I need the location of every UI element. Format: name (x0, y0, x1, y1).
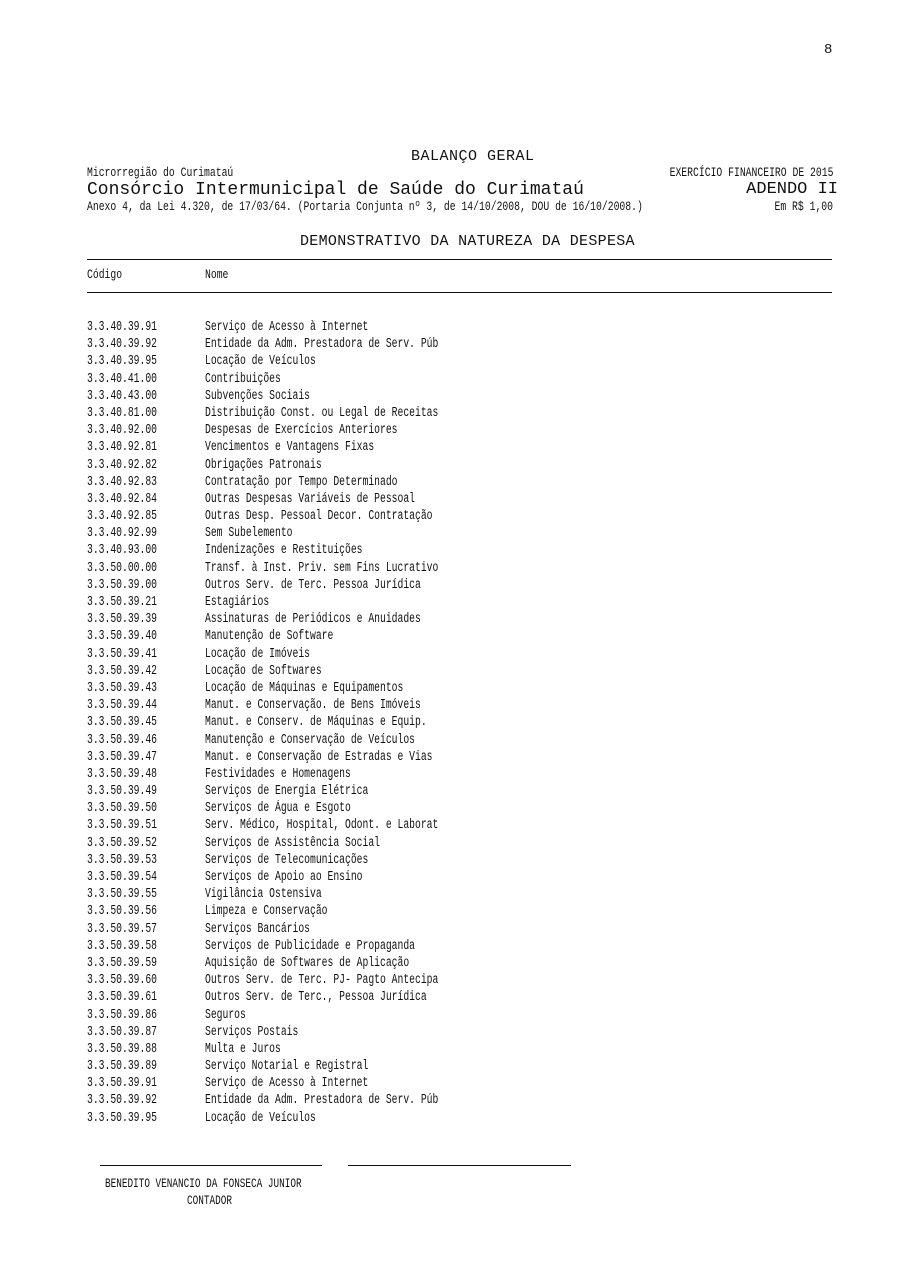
table-row (87, 852, 787, 869)
row-name: Serviço Notarial e Registral (205, 1059, 369, 1075)
row-code: 3.3.50.39.21 (87, 595, 157, 610)
table-row (87, 353, 787, 370)
row-name: Contribuições (205, 371, 281, 387)
table-row (87, 628, 787, 645)
table-row (87, 646, 787, 663)
table-row (87, 800, 787, 817)
row-name: Aquisição de Softwares de Aplicação (205, 955, 410, 971)
row-code: 3.3.50.39.53 (87, 852, 157, 868)
row-name: Serviços de Água e Esgoto (205, 801, 351, 817)
row-name: Serviços de Publicidade e Propaganda (205, 938, 415, 954)
report-main-title: BALANÇO GERAL (411, 148, 535, 165)
row-code: 3.3.50.39.48 (87, 766, 157, 782)
row-code: 3.3.40.43.00 (87, 388, 157, 404)
row-name: Limpeza e Conservação (205, 904, 328, 920)
row-code: 3.3.50.39.61 (87, 990, 157, 1006)
table-row (87, 611, 787, 628)
row-code: 3.3.50.39.54 (87, 870, 157, 885)
signature-line-left (100, 1165, 322, 1166)
table-row (87, 1024, 787, 1041)
row-code: 3.3.50.39.46 (87, 732, 157, 748)
row-name: Festividades e Homenagens (205, 766, 351, 782)
row-code: 3.3.50.39.91 (87, 1076, 157, 1092)
table-row (87, 1110, 787, 1127)
row-code: 3.3.40.92.85 (87, 509, 157, 525)
row-code: 3.3.50.39.57 (87, 921, 157, 937)
row-name: Distribuição Const. ou Legal de Receitas (205, 405, 439, 421)
row-name: Manutenção de Software (205, 629, 334, 645)
region-label: Microrregião do Curimataú (87, 165, 234, 180)
row-name: Manut. e Conservação. de Bens Imóveis (205, 698, 421, 714)
row-code: 3.3.50.39.41 (87, 646, 157, 662)
signature-line-right (348, 1165, 571, 1166)
table-row (87, 663, 787, 680)
row-name: Locação de Veículos (205, 354, 316, 370)
row-name: Manut. e Conservação de Estradas e Vias (205, 749, 433, 765)
row-code: 3.3.40.92.99 (87, 526, 157, 542)
table-row (87, 749, 787, 766)
table-row (87, 1007, 787, 1024)
row-code: 3.3.50.39.88 (87, 1041, 157, 1057)
row-code: 3.3.50.39.44 (87, 698, 157, 714)
row-code: 3.3.50.39.42 (87, 663, 157, 679)
row-name: Sem Subelemento (205, 526, 293, 542)
row-code: 3.3.50.39.95 (87, 1110, 157, 1126)
table-row (87, 422, 787, 439)
table-row (87, 989, 787, 1006)
row-name: Entidade da Adm. Prestadora de Serv. Púb (205, 337, 439, 353)
row-name: Obrigações Patronais (205, 457, 322, 473)
table-row (87, 542, 787, 559)
row-name: Manut. e Conserv. de Máquinas e Equip. (205, 715, 427, 731)
row-code: 3.3.50.39.92 (87, 1093, 157, 1109)
row-code: 3.3.40.92.83 (87, 474, 157, 490)
table-row (87, 1092, 787, 1109)
row-name: Serviços Bancários (205, 921, 310, 937)
currency-unit: Em R$ 1,00 (774, 199, 833, 214)
table-row (87, 371, 787, 388)
row-code: 3.3.50.39.45 (87, 715, 157, 731)
table-row (87, 714, 787, 731)
row-name: Entidade da Adm. Prestadora de Serv. Púb (205, 1093, 439, 1109)
row-name: Seguros (205, 1007, 246, 1023)
row-code: 3.3.40.92.84 (87, 491, 157, 507)
row-code: 3.3.40.92.82 (87, 457, 157, 473)
row-name: Locação de Máquinas e Equipamentos (205, 680, 404, 696)
header-bottom-rule (87, 292, 832, 293)
row-name: Serviços de Energia Elétrica (205, 784, 369, 800)
table-row (87, 921, 787, 938)
signer-name: BENEDITO VENANCIO DA FONSECA JUNIOR (105, 1176, 302, 1191)
legal-reference: Anexo 4, da Lei 4.320, de 17/03/64. (Portaria Conjunta nº 3, de 14/10/2008, DOU de 16/10/2008.) (87, 199, 643, 214)
row-code: 3.3.50.39.50 (87, 801, 157, 817)
table-row (87, 577, 787, 594)
table-row (87, 336, 787, 353)
table-row (87, 1075, 787, 1092)
table-row (87, 783, 787, 800)
table-row (87, 817, 787, 834)
row-code: 3.3.50.39.89 (87, 1059, 157, 1075)
table-row (87, 972, 787, 989)
section-title: DEMONSTRATIVO DA NATUREZA DA DESPESA (300, 233, 635, 250)
row-code: 3.3.50.39.49 (87, 784, 157, 800)
table-row (87, 766, 787, 783)
table-row (87, 1058, 787, 1075)
row-name: Despesas de Exercícios Anteriores (205, 423, 398, 439)
row-name: Outros Serv. de Terc. PJ- Pagto Antecipa (205, 973, 439, 989)
row-name: Serviços de Assistência Social (205, 835, 380, 851)
row-name: Contratação por Tempo Determinado (205, 474, 398, 490)
table-row (87, 886, 787, 903)
table-row (87, 439, 787, 456)
table-row (87, 457, 787, 474)
row-code: 3.3.40.93.00 (87, 543, 157, 559)
row-name: Transf. à Inst. Priv. sem Fins Lucrativo (205, 560, 439, 576)
column-header-code: Código (87, 267, 123, 282)
row-code: 3.3.50.39.39 (87, 612, 157, 628)
row-code: 3.3.50.39.40 (87, 629, 157, 645)
row-name: Locação de Imóveis (205, 646, 310, 662)
row-code: 3.3.50.39.47 (87, 749, 157, 765)
table-row (87, 955, 787, 972)
table-row (87, 732, 787, 749)
row-name: Locação de Veículos (205, 1110, 316, 1126)
organization-name: Consórcio Intermunicipal de Saúde do Curimataú (87, 180, 584, 200)
row-name: Manutenção e Conservação de Veículos (205, 732, 415, 748)
row-name: Serviço de Acesso à Internet (205, 320, 369, 335)
row-code: 3.3.50.39.52 (87, 835, 157, 851)
row-code: 3.3.50.39.51 (87, 818, 157, 834)
table-row (87, 680, 787, 697)
row-name: Serviço de Acesso à Internet (205, 1076, 369, 1092)
row-name: Outros Serv. de Terc. Pessoa Jurídica (205, 577, 421, 593)
row-code: 3.3.50.39.58 (87, 938, 157, 954)
row-code: 3.3.50.39.60 (87, 973, 157, 989)
row-code: 3.3.40.39.91 (87, 320, 157, 335)
row-name: Serviços de Telecomunicações (205, 852, 369, 868)
row-code: 3.3.50.39.86 (87, 1007, 157, 1023)
row-code: 3.3.40.81.00 (87, 405, 157, 421)
row-code: 3.3.50.00.00 (87, 560, 157, 576)
table-row (87, 938, 787, 955)
table-row (87, 508, 787, 525)
row-name: Indenizações e Restituições (205, 543, 363, 559)
row-code: 3.3.40.39.95 (87, 354, 157, 370)
table-row (87, 525, 787, 542)
row-code: 3.3.50.39.43 (87, 680, 157, 696)
table-row (87, 560, 787, 577)
table-row (87, 697, 787, 714)
row-name: Serviços Postais (205, 1024, 299, 1040)
row-code: 3.3.50.39.55 (87, 887, 157, 903)
table-row (87, 869, 787, 886)
table-row (87, 903, 787, 920)
table-row (87, 474, 787, 491)
row-name: Subvenções Sociais (205, 388, 310, 404)
row-code: 3.3.40.92.00 (87, 423, 157, 439)
row-name: Vigilância Ostensiva (205, 887, 322, 903)
row-code: 3.3.40.41.00 (87, 371, 157, 387)
table-row (87, 491, 787, 508)
row-name: Multa e Juros (205, 1041, 281, 1057)
table-row (87, 319, 787, 336)
addendum-label: ADENDO II (746, 180, 838, 199)
table-row (87, 594, 787, 611)
expense-table-body (87, 319, 787, 1127)
row-name: Serviços de Apoio ao Ensino (205, 870, 363, 885)
row-code: 3.3.40.39.92 (87, 337, 157, 353)
column-header-name: Nome (205, 267, 229, 282)
row-name: Vencimentos e Vantagens Fixas (205, 440, 375, 456)
row-code: 3.3.50.39.56 (87, 904, 157, 920)
row-code: 3.3.50.39.87 (87, 1024, 157, 1040)
header-top-rule (87, 259, 832, 260)
table-row (87, 835, 787, 852)
row-name: Locação de Softwares (205, 663, 322, 679)
row-name: Outras Desp. Pessoal Decor. Contratação (205, 509, 433, 525)
row-name: Outras Despesas Variáveis de Pessoal (205, 491, 415, 507)
row-name: Assinaturas de Periódicos e Anuidades (205, 612, 421, 628)
table-row (87, 405, 787, 422)
table-row (87, 1041, 787, 1058)
page-number: 8 (824, 42, 833, 58)
signer-role: CONTADOR (187, 1193, 232, 1208)
row-name: Serv. Médico, Hospital, Odont. e Laborat (205, 818, 439, 834)
row-name: Outros Serv. de Terc., Pessoa Jurídica (205, 990, 427, 1006)
row-code: 3.3.50.39.00 (87, 577, 157, 593)
row-name: Estagiários (205, 595, 270, 610)
row-code: 3.3.40.92.81 (87, 440, 157, 456)
table-row (87, 388, 787, 405)
row-code: 3.3.50.39.59 (87, 955, 157, 971)
fiscal-year-label: EXERCÍCIO FINANCEIRO DE 2015 (669, 165, 833, 180)
